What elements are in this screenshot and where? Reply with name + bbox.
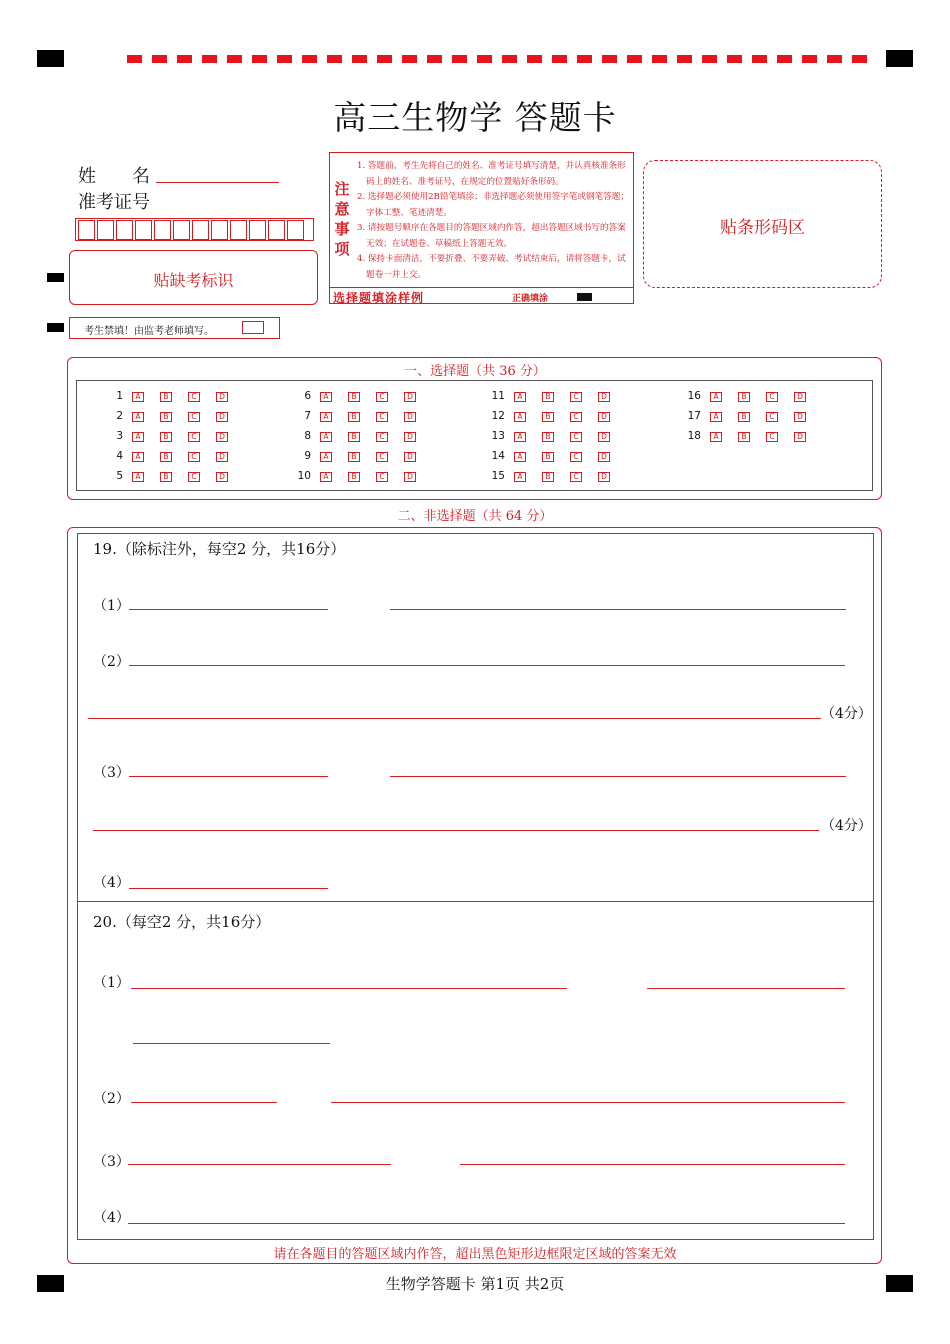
absent-label: 贴缺考标识 [153,271,234,290]
choice-option-c[interactable]: C [376,472,388,482]
q19-sub1-blank-a[interactable] [129,609,328,610]
choice-option-d[interactable]: D [598,412,610,422]
notice-heading: 注意事项 [334,180,350,258]
notice-item-2: 2. 选择题必须使用2B铅笔填涂；非选择题必须使用签字笔或钢笔答题；字体工整、笔迹清楚。 [357,192,629,218]
choice-option-c[interactable]: C [376,452,388,462]
q19-sub4-blank[interactable] [129,888,328,889]
question-number: 14 [491,450,505,462]
question-number: 15 [491,470,505,482]
choice-option-d[interactable]: D [216,392,228,402]
choice-option-a[interactable]: A [514,412,526,422]
choice-option-a[interactable]: A [132,392,144,402]
choice-option-b[interactable]: B [738,412,750,422]
choice-option-d[interactable]: D [216,452,228,462]
q20-sub3-blank-a[interactable] [128,1164,391,1165]
choice-option-c[interactable]: C [570,472,582,482]
absent-sticker-area[interactable] [69,250,318,305]
choice-option-d[interactable]: D [404,412,416,422]
barcode-area[interactable] [643,160,882,288]
choice-option-a[interactable]: A [710,392,722,402]
page-footer: 生物学答题卡 第1页 共2页 [385,1275,565,1293]
choice-option-b[interactable]: B [542,452,554,462]
q19-sub3-score: （4分） [821,818,872,834]
choice-option-a[interactable]: A [710,412,722,422]
choice-option-c[interactable]: C [188,452,200,462]
choice-option-b[interactable]: B [348,392,360,402]
choice-option-d[interactable]: D [404,392,416,402]
choice-option-a[interactable]: A [514,472,526,482]
question-number: 10 [297,470,311,482]
q20-title: 20.（每空2 分，共16分） [93,913,271,931]
staff-only-text: 考生禁填！由监考老师填写。 [84,326,214,337]
q19-sub2-label: （2） [93,654,130,670]
choice-option-b[interactable]: B [542,412,554,422]
choice-option-a[interactable]: A [320,432,332,442]
correct-fill-label: 正确填涂 [512,294,549,304]
choice-option-a[interactable]: A [132,452,144,462]
choice-option-d[interactable]: D [598,472,610,482]
choice-option-a[interactable]: A [132,432,144,442]
staff-mark-box [47,323,64,332]
q20-sub1-blank-b[interactable] [647,988,845,989]
choice-option-b[interactable]: B [542,472,554,482]
notice-box [329,152,634,304]
question-number: 3 [116,430,123,442]
choice-option-a[interactable]: A [710,432,722,442]
question-number: 7 [304,410,311,422]
choice-option-d[interactable]: D [216,472,228,482]
choice-option-d[interactable]: D [404,472,416,482]
choice-option-c[interactable]: C [766,392,778,402]
choice-option-c[interactable]: C [570,452,582,462]
dashed-tear-line [127,55,875,63]
barcode-label: 贴条形码区 [720,218,805,238]
question-number: 1 [116,390,123,402]
choice-option-b[interactable]: B [160,472,172,482]
name-label: 姓 名 [78,166,150,187]
q20-sub1-blank-a[interactable] [131,988,567,989]
notice-items [354,159,630,283]
choice-option-b[interactable]: B [738,392,750,402]
choice-option-b[interactable]: B [542,432,554,442]
q19-sub3-label: （3） [93,765,130,781]
q19-sub3-blank-a[interactable] [129,776,328,777]
q19-sub1-label: （1） [93,598,130,614]
choice-option-c[interactable]: C [376,432,388,442]
notice-item-3: 3. 请按题号顺序在各题目的答题区域内作答，超出答题区域书写的答案无效；在试题卷、草稿纸上答题无效。 [357,223,626,249]
q19-sub3-blank-b[interactable] [390,776,846,777]
choice-option-c[interactable]: C [570,392,582,402]
nonchoice-answer-frame [77,533,874,1240]
registration-mark-top-right [886,50,913,67]
choice-option-c[interactable]: C [570,412,582,422]
choice-option-a[interactable]: A [514,392,526,402]
q19-sub4-label: （4） [93,875,130,891]
choice-option-c[interactable]: C [188,472,200,482]
absent-mark-box [47,273,64,282]
choice-option-d[interactable]: D [598,452,610,462]
choice-option-d[interactable]: D [404,432,416,442]
choice-option-a[interactable]: A [320,392,332,402]
question-number: 8 [304,430,311,442]
choice-option-b[interactable]: B [160,392,172,402]
choice-option-d[interactable]: D [794,392,806,402]
choice-option-a[interactable]: A [132,412,144,422]
q20-sub2-blank-a[interactable] [131,1102,277,1103]
choice-option-d[interactable]: D [598,392,610,402]
question-number: 2 [116,410,123,422]
choice-option-b[interactable]: B [160,412,172,422]
choice-option-a[interactable]: A [320,472,332,482]
q20-sub1-label: （1） [93,975,130,991]
choice-option-a[interactable]: A [320,412,332,422]
fill-sample-row [330,287,633,305]
choice-option-c[interactable]: C [766,412,778,422]
question-number: 13 [491,430,505,442]
nonchoice-section-caption: 二、非选择题（共 64 分） [397,509,553,524]
choice-option-c[interactable]: C [766,432,778,442]
question-number: 18 [687,430,701,442]
choice-option-b[interactable]: B [738,432,750,442]
choice-option-b[interactable]: B [542,392,554,402]
choice-option-b[interactable]: B [160,452,172,462]
choice-option-c[interactable]: C [188,412,200,422]
q19-sub2-score: （4分） [821,706,872,722]
q20-sub2-label: （2） [93,1091,130,1107]
choice-option-c[interactable]: C [376,412,388,422]
bottom-warning: 请在各题目的答题区域内作答，超出黑色矩形边框限定区域的答案无效 [273,1247,677,1262]
choice-option-c[interactable]: C [376,392,388,402]
question-number: 9 [304,450,311,462]
choice-option-a[interactable]: A [132,472,144,482]
question-number: 16 [687,390,701,402]
registration-mark-top-left [37,50,64,67]
choice-option-c[interactable]: C [188,432,200,442]
question-number: 5 [116,470,123,482]
name-field[interactable] [156,182,279,183]
choice-option-b[interactable]: B [348,412,360,422]
question-number: 11 [491,390,505,402]
question-number: 6 [304,390,311,402]
choice-option-d[interactable]: D [216,412,228,422]
choice-option-a[interactable]: A [514,432,526,442]
q20-sub4-label: （4） [93,1210,130,1226]
exam-id-label: 准考证号 [78,192,150,213]
choice-option-a[interactable]: A [320,452,332,462]
choice-option-d[interactable]: D [598,432,610,442]
q19-sub2-blank-b[interactable] [88,718,821,719]
question-number: 17 [687,410,701,422]
question-number: 4 [116,450,123,462]
fill-sample-label: 选择题填涂样例 [333,291,425,305]
q19-q20-divider [77,901,874,902]
correct-fill-sample [577,293,592,301]
q20-sub4-blank[interactable] [128,1223,845,1224]
q20-sub3-label: （3） [93,1154,130,1170]
page-title: 高三生物学 答题卡 [333,98,617,137]
notice-item-4: 4. 保持卡面清洁，不要折叠、不要弄破、考试结束后，请将答题卡，试题卷一并上交。 [357,254,626,280]
q19-sub2-blank-a[interactable] [129,665,845,666]
choice-option-d[interactable]: D [404,452,416,462]
choice-option-b[interactable]: B [348,472,360,482]
q19-sub3-blank-c[interactable] [93,830,819,831]
q19-title: 19.（除标注外，每空2 分，共16分） [93,540,346,558]
q20-sub1-blank-c[interactable] [133,1043,330,1044]
choice-option-d[interactable]: D [794,412,806,422]
choice-option-a[interactable]: A [514,452,526,462]
question-number: 12 [491,410,505,422]
choice-option-d[interactable]: D [794,432,806,442]
q19-sub1-blank-b[interactable] [390,609,846,610]
choice-option-c[interactable]: C [188,392,200,402]
staff-only-box[interactable] [242,321,264,334]
choice-option-b[interactable]: B [348,452,360,462]
notice-item-1: 1. 答题前，考生先将自己的姓名、准考证号填写清楚，并认真核准条形码上的姓名、准考证号，在规定的位置贴好条形码。 [357,161,626,187]
choice-option-b[interactable]: B [348,432,360,442]
exam-id-frame [75,218,314,241]
choice-option-c[interactable]: C [570,432,582,442]
staff-only-field [69,317,280,339]
q20-sub2-blank-b[interactable] [331,1102,845,1103]
q20-sub3-blank-b[interactable] [460,1164,845,1165]
choice-option-b[interactable]: B [160,432,172,442]
choice-section-caption: 一、选择题（共 36 分） [404,364,546,379]
choice-option-d[interactable]: D [216,432,228,442]
